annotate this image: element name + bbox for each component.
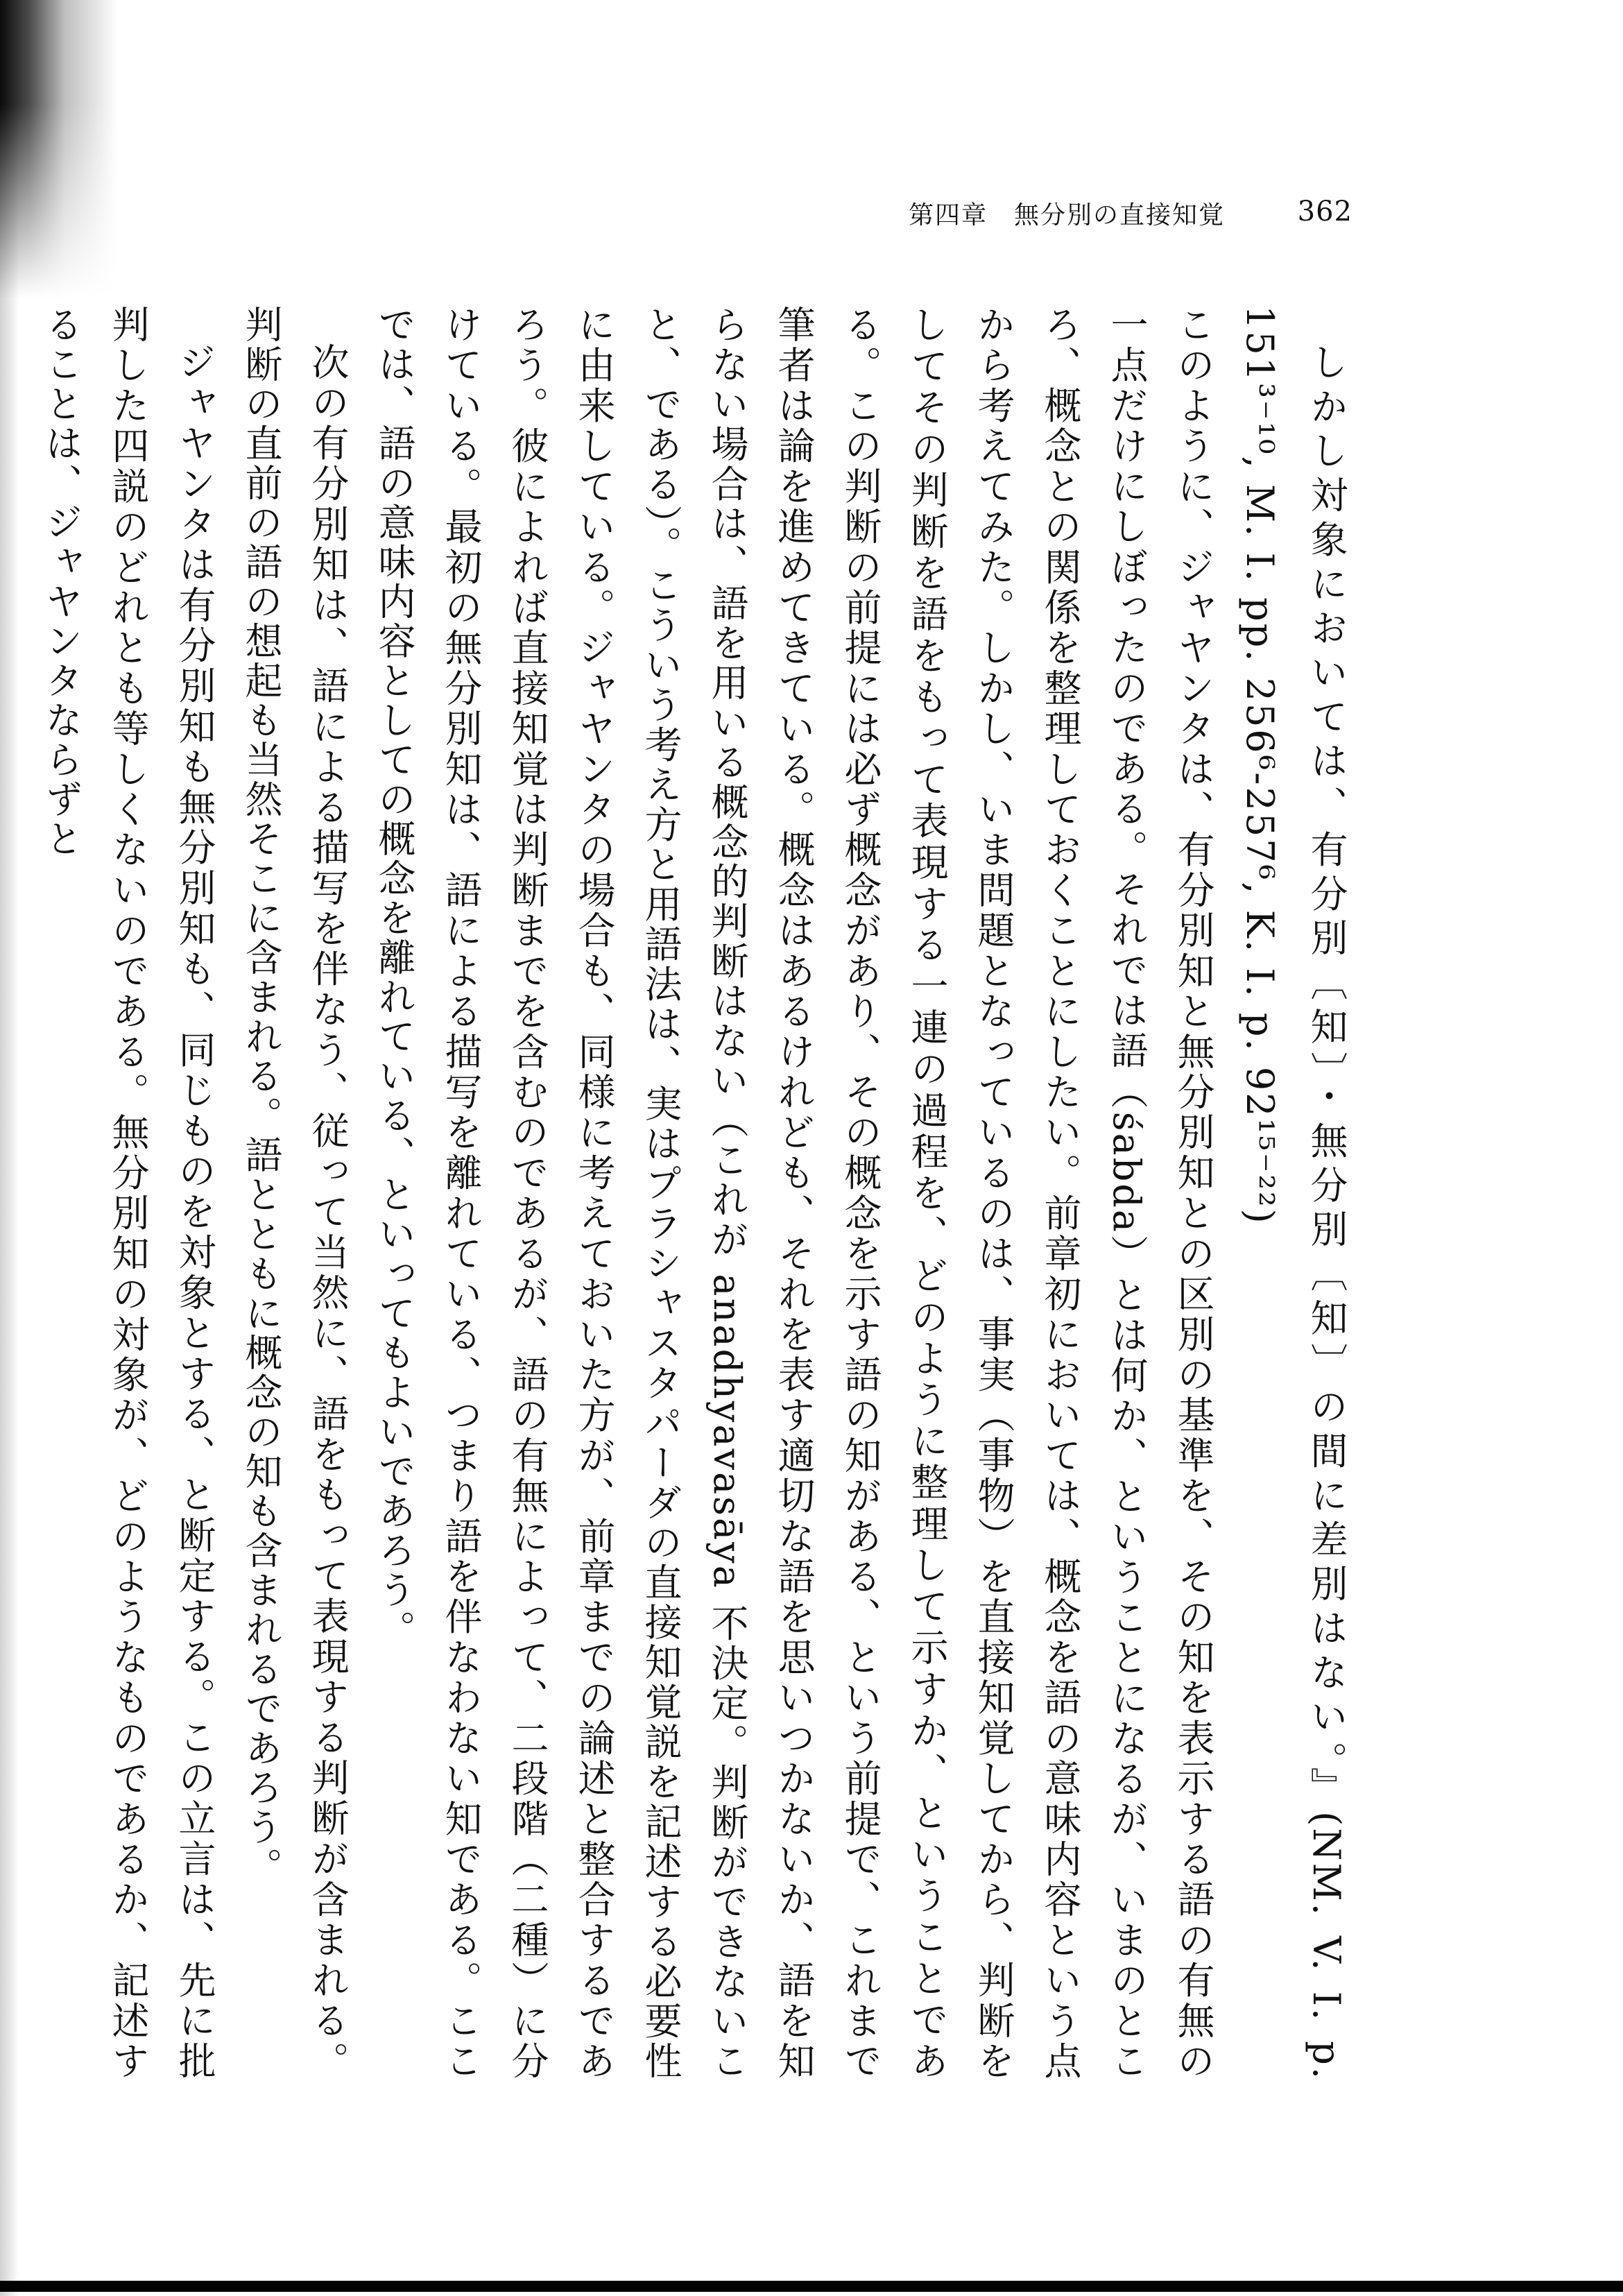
binding-shadow bbox=[0, 0, 118, 298]
running-head bbox=[909, 196, 1352, 237]
page-number: 362 bbox=[1297, 196, 1352, 228]
body-text bbox=[40, 305, 1359, 2081]
quote-ending: しかし対象においては、有分別〔知〕・無分別〔知〕の間に差別はない。』(NM. V. I. p. 151³⁻¹⁰, M. I. pp. 256⁶-257⁶, K. I. p. 92¹⁵⁻²²) bbox=[1238, 305, 1348, 2081]
scan-bottom-edge bbox=[0, 2281, 1623, 2292]
paragraph-2: 次の有分別知は、語による描写を伴なう、従って当然に、語をもって表現する判断が含まれる。判断の直前の語の想起も当然そこに含まれる。語とともに概念の知も含まれるであろう。 bbox=[239, 305, 350, 2081]
paragraph-3: ジャヤンタは有分別知も無分別知も、同じものを対象とする、と断定する。この立言は、先に批判した四説のどれとも等しくないのである。無分別知の対象が、どのようなものであるか、記述することは、ジャヤンタならずと bbox=[40, 305, 216, 2081]
scan-edge-shadow bbox=[0, 0, 19, 2296]
chapter-title: 第四章 無分別の直接知覚 bbox=[909, 201, 1226, 230]
paragraph-1: このように、ジャヤンタは、有分別知と無分別知との区別の基準を、その知を表示する語の有無の一点だけにしぼったのである。それでは語（śabda）とは何か、ということになるが、いまのところ、概念との関係を整理しておくことにしたい。前章初においては、概念を語の意味内容という点から考えてみた。しかし、いま問題となっているのは、事実（事物）を直接知覚してから、判断をしてその判断を語をもって表現する一連の過程を、どのように整理して示すか、ということである。この判断の前提には必ず概念があり、その概念を示す語の知がある、という前提で、これまで筆者は論を進めてきている。概念はあるけれども、それを表す適切な語を思いつかないか、語を知らない場合は、語を用いる概念的判断はない（これが anadhyavasāya 不決定。判断ができないこと、である）。こういう考え方と用語法は、実はプラシャスタパーダの直接知覚説を記述する必要性に由来している。ジャヤンタの場合も、同様に考えておいた方が、前章までの論述と整合するであろう。彼によれば直接知覚は判断までを含むのであるが、語の有無によって、二段階（二種）に分けている。最初の無分別知は、語による描写を離れている、つまり語を伴なわない知である。ここでは、語の意味内容としての概念を離れている、といってもよいであろう。 bbox=[372, 305, 1215, 2081]
